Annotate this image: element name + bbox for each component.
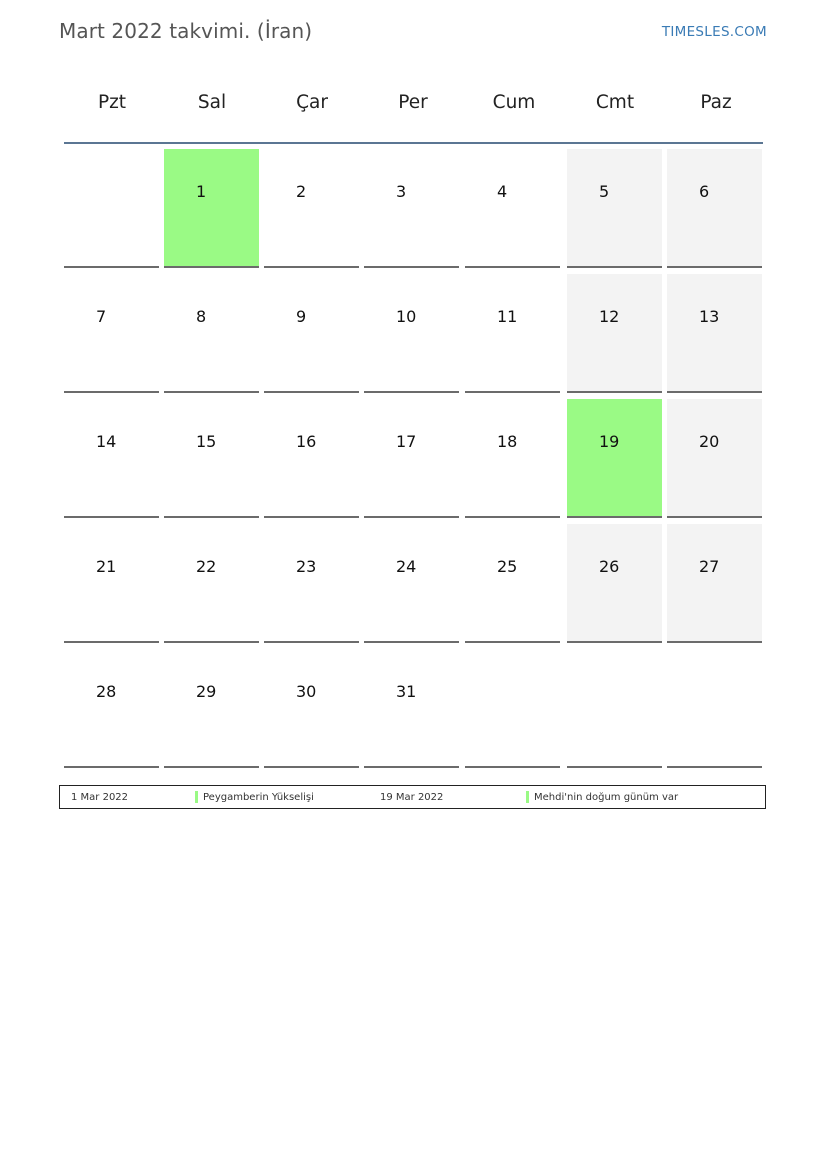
- day-cell: [465, 274, 560, 393]
- day-cell: [264, 274, 359, 393]
- day-cell: [164, 524, 259, 643]
- empty-day-cell: [465, 649, 560, 768]
- day-number: 12: [599, 307, 620, 326]
- weekday-label: Cum: [492, 92, 536, 113]
- day-cell: [64, 399, 159, 518]
- day-cell: [64, 274, 159, 393]
- day-cell: [164, 649, 259, 768]
- day-number: 9: [296, 307, 307, 326]
- day-cell: [164, 149, 259, 268]
- day-number: 5: [599, 182, 610, 201]
- day-number: 24: [396, 557, 417, 576]
- day-cell: [364, 399, 459, 518]
- day-number: 14: [96, 432, 117, 451]
- brand-link[interactable]: TIMESLES.COM: [661, 24, 767, 40]
- day-cell: [264, 149, 359, 268]
- day-number: 18: [497, 432, 518, 451]
- legend-color-marker: [526, 791, 529, 803]
- day-number: 31: [396, 682, 417, 701]
- page-title: Mart 2022 takvimi. (İran): [59, 19, 313, 43]
- empty-day-cell: [64, 149, 159, 268]
- day-cell: [64, 649, 159, 768]
- legend-date: 1 Mar 2022: [71, 792, 129, 803]
- holiday-legend: [59, 785, 766, 809]
- day-number: 4: [497, 182, 508, 201]
- day-number: 3: [396, 182, 407, 201]
- day-number: 11: [497, 307, 518, 326]
- legend-holiday-name: Peygamberin Yükselişi: [203, 792, 314, 803]
- day-number: 30: [296, 682, 317, 701]
- day-number: 21: [96, 557, 117, 576]
- day-number: 1: [196, 182, 207, 201]
- legend-color-marker: [195, 791, 198, 803]
- day-number: 7: [96, 307, 107, 326]
- day-cell: [667, 149, 762, 268]
- day-number: 20: [699, 432, 720, 451]
- day-cell: [667, 399, 762, 518]
- day-cell: [364, 524, 459, 643]
- day-number: 2: [296, 182, 307, 201]
- day-number: 15: [196, 432, 217, 451]
- weekday-label: Paz: [700, 92, 732, 113]
- day-number: 19: [599, 432, 620, 451]
- day-number: 27: [699, 557, 720, 576]
- day-cell: [364, 649, 459, 768]
- day-number: 26: [599, 557, 620, 576]
- day-cell: [667, 524, 762, 643]
- day-cell: [465, 524, 560, 643]
- day-number: 23: [296, 557, 317, 576]
- day-cell: [465, 149, 560, 268]
- day-cell: [465, 399, 560, 518]
- weekday-label: Sal: [197, 92, 227, 113]
- weekday-label: Cmt: [595, 92, 635, 113]
- day-cell: [364, 149, 459, 268]
- day-cell: [567, 524, 662, 643]
- day-cell: [264, 649, 359, 768]
- day-number: 8: [196, 307, 207, 326]
- day-number: 17: [396, 432, 417, 451]
- day-number: 29: [196, 682, 217, 701]
- day-number: 22: [196, 557, 217, 576]
- day-cell: [64, 524, 159, 643]
- day-number: 16: [296, 432, 317, 451]
- day-number: 10: [396, 307, 417, 326]
- empty-day-cell: [667, 649, 762, 768]
- weekday-label: Çar: [296, 92, 328, 113]
- weekday-label: Pzt: [97, 92, 127, 113]
- header-divider: [64, 142, 763, 144]
- day-number: 13: [699, 307, 720, 326]
- empty-day-cell: [567, 649, 662, 768]
- day-cell: [264, 399, 359, 518]
- day-cell: [567, 149, 662, 268]
- day-cell: [567, 274, 662, 393]
- day-cell: [364, 274, 459, 393]
- day-cell: [667, 274, 762, 393]
- day-cell: [164, 274, 259, 393]
- day-number: 6: [699, 182, 710, 201]
- day-number: 28: [96, 682, 117, 701]
- day-number: 25: [497, 557, 518, 576]
- weekday-label: Per: [398, 92, 428, 113]
- legend-holiday-name: Mehdi'nin doğum günüm var: [534, 792, 679, 803]
- day-cell: [567, 399, 662, 518]
- legend-date: 19 Mar 2022: [380, 792, 444, 803]
- day-cell: [164, 399, 259, 518]
- day-cell: [264, 524, 359, 643]
